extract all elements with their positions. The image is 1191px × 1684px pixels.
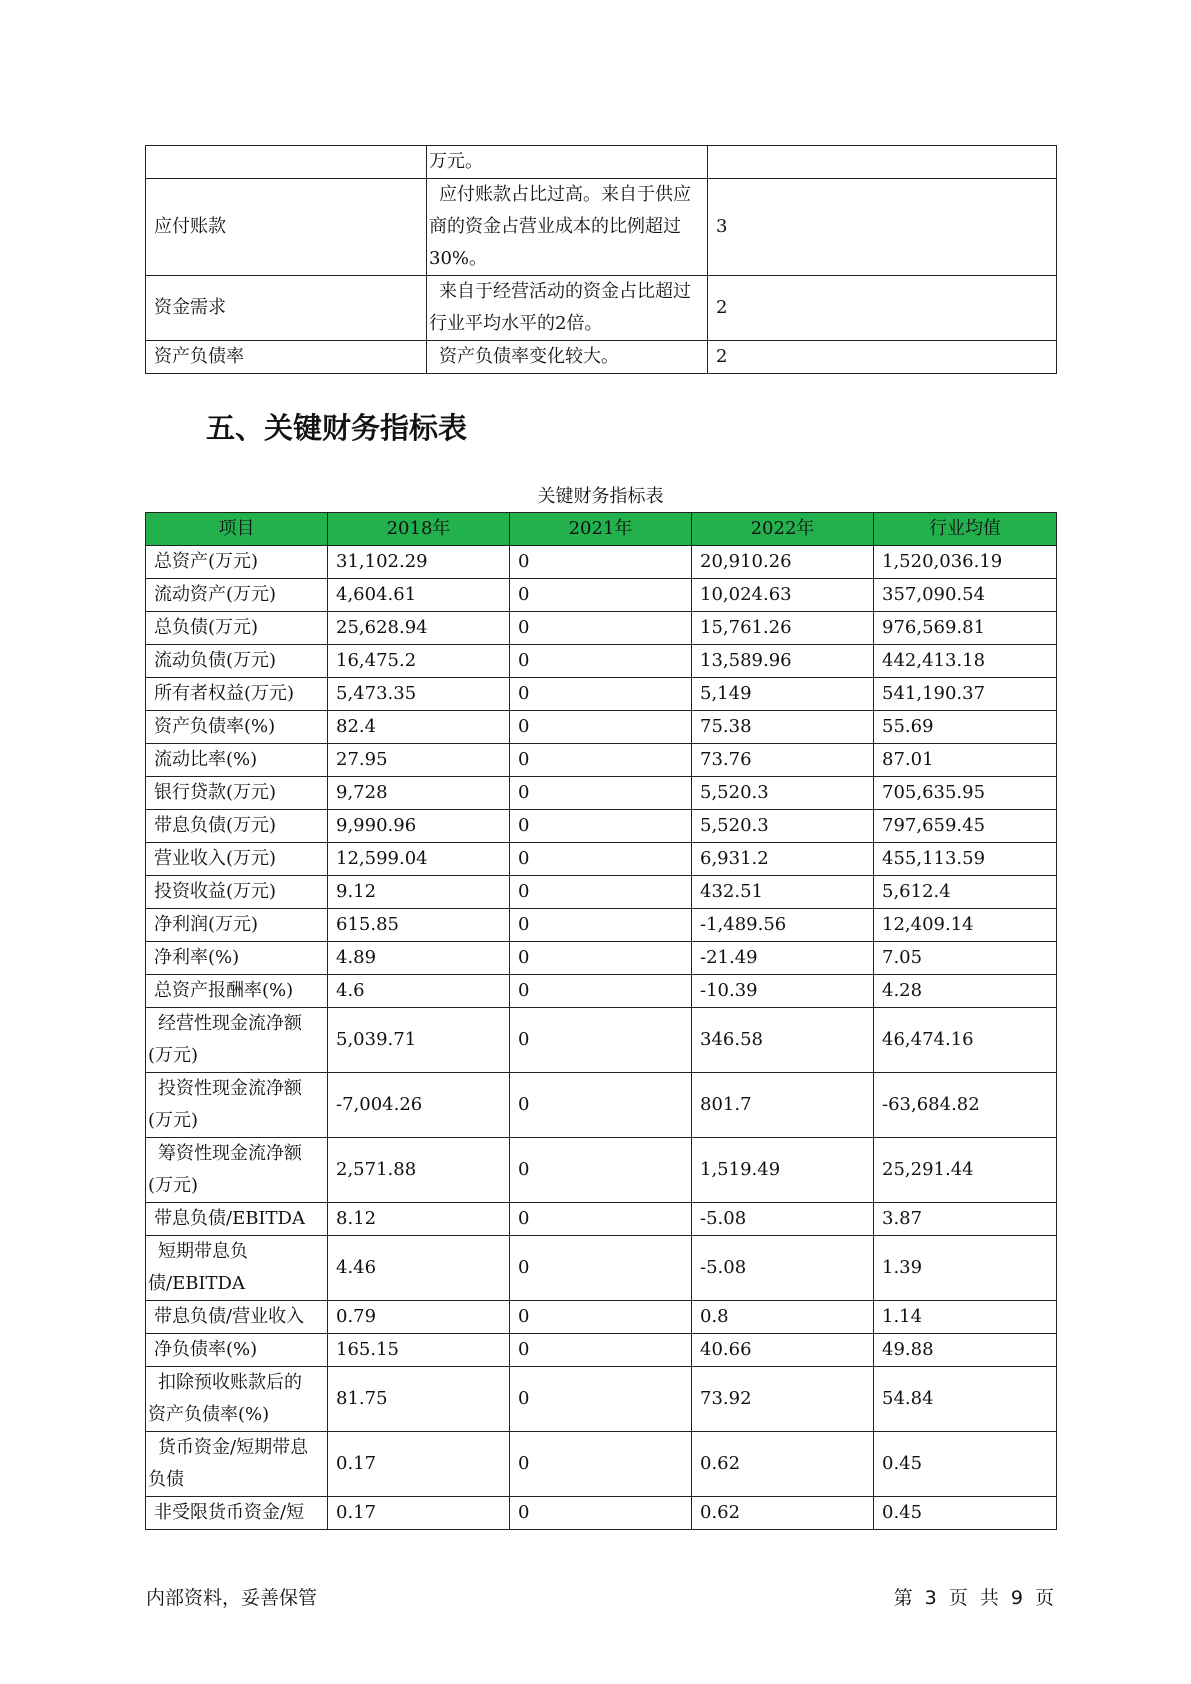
kpi-item: 银行贷款(万元)	[146, 777, 328, 810]
kpi-item: 货币资金/短期带息负债	[146, 1432, 328, 1497]
kpi-value-2021: 0	[510, 645, 692, 678]
kpi-value-2021: 0	[510, 1334, 692, 1367]
kpi-value-2022: 20,910.26	[692, 546, 874, 579]
kpi-value-2021: 0	[510, 1367, 692, 1432]
table-row	[146, 1138, 1057, 1203]
kpi-value-2021: 0	[510, 843, 692, 876]
kpi-value-2021: 0	[510, 1301, 692, 1334]
table-row	[146, 1073, 1057, 1138]
kpi-value-2022: 0.62	[692, 1497, 874, 1530]
kpi-item: 流动资产(万元)	[146, 579, 328, 612]
kpi-value-2021: 0	[510, 1203, 692, 1236]
kpi-value-2022: 15,761.26	[692, 612, 874, 645]
column-header-2018: 2018年	[328, 513, 510, 546]
table-row	[146, 843, 1057, 876]
kpi-table	[145, 512, 1057, 1530]
kpi-value-industry-avg: 0.45	[874, 1497, 1057, 1530]
kpi-value-2022: 75.38	[692, 711, 874, 744]
kpi-value-2022: 10,024.63	[692, 579, 874, 612]
kpi-value-2021: 0	[510, 777, 692, 810]
kpi-value-industry-avg: 49.88	[874, 1334, 1057, 1367]
kpi-item: 筹资性现金流净额(万元)	[146, 1138, 328, 1203]
kpi-value-2022: 1,519.49	[692, 1138, 874, 1203]
column-header-industry-avg: 行业均值	[874, 513, 1057, 546]
kpi-value-2021: 0	[510, 1073, 692, 1138]
kpi-value-2018: 27.95	[328, 744, 510, 777]
kpi-item: 带息负债/营业收入	[146, 1301, 328, 1334]
kpi-value-industry-avg: 4.28	[874, 975, 1057, 1008]
kpi-value-2018: 0.17	[328, 1432, 510, 1497]
table-row	[146, 810, 1057, 843]
table-row	[146, 1236, 1057, 1301]
risk-item	[146, 146, 427, 179]
kpi-item: 投资收益(万元)	[146, 876, 328, 909]
kpi-item: 总资产(万元)	[146, 546, 328, 579]
kpi-value-industry-avg: 12,409.14	[874, 909, 1057, 942]
kpi-value-industry-avg: 54.84	[874, 1367, 1057, 1432]
kpi-value-2022: 73.76	[692, 744, 874, 777]
kpi-value-2021: 0	[510, 909, 692, 942]
kpi-value-2021: 0	[510, 1236, 692, 1301]
kpi-value-2022: 6,931.2	[692, 843, 874, 876]
kpi-value-industry-avg: 5,612.4	[874, 876, 1057, 909]
kpi-value-2018: 4.46	[328, 1236, 510, 1301]
column-header-2021: 2021年	[510, 513, 692, 546]
kpi-value-2021: 0	[510, 975, 692, 1008]
kpi-value-2022: -21.49	[692, 942, 874, 975]
table-row	[146, 942, 1057, 975]
kpi-value-2022: 73.92	[692, 1367, 874, 1432]
kpi-item: 净利率(%)	[146, 942, 328, 975]
table-row	[146, 1367, 1057, 1432]
kpi-value-2018: 4.89	[328, 942, 510, 975]
table-caption: 关键财务指标表	[537, 486, 664, 507]
table-row	[146, 876, 1057, 909]
kpi-value-2021: 0	[510, 711, 692, 744]
kpi-value-2018: 81.75	[328, 1367, 510, 1432]
table-row	[146, 341, 1057, 374]
risk-score	[708, 146, 1057, 179]
table-row	[146, 645, 1057, 678]
kpi-value-2018: 25,628.94	[328, 612, 510, 645]
kpi-value-2022: 40.66	[692, 1334, 874, 1367]
kpi-value-2021: 0	[510, 810, 692, 843]
kpi-value-2022: 0.8	[692, 1301, 874, 1334]
kpi-item: 流动比率(%)	[146, 744, 328, 777]
kpi-value-2018: 5,473.35	[328, 678, 510, 711]
kpi-value-industry-avg: 46,474.16	[874, 1008, 1057, 1073]
kpi-item: 总负债(万元)	[146, 612, 328, 645]
kpi-item: 资产负债率(%)	[146, 711, 328, 744]
kpi-value-2018: 9,990.96	[328, 810, 510, 843]
kpi-value-industry-avg: 0.45	[874, 1432, 1057, 1497]
kpi-value-industry-avg: 1,520,036.19	[874, 546, 1057, 579]
kpi-value-2018: 5,039.71	[328, 1008, 510, 1073]
kpi-value-2021: 0	[510, 1008, 692, 1073]
kpi-value-2018: 0.79	[328, 1301, 510, 1334]
kpi-value-2022: 5,520.3	[692, 810, 874, 843]
risk-score: 2	[708, 276, 1057, 341]
footer-confidential-note: 内部资料，妥善保管	[146, 1587, 318, 1609]
kpi-value-2018: 2,571.88	[328, 1138, 510, 1203]
kpi-value-industry-avg: 55.69	[874, 711, 1057, 744]
risk-description: 应付账款占比过高。来自于供应商的资金占营业成本的比例超过30%。	[427, 179, 708, 276]
kpi-value-industry-avg: -63,684.82	[874, 1073, 1057, 1138]
kpi-value-2021: 0	[510, 546, 692, 579]
table-row	[146, 612, 1057, 645]
kpi-item: 净负债率(%)	[146, 1334, 328, 1367]
table-row	[146, 711, 1057, 744]
kpi-value-industry-avg: 442,413.18	[874, 645, 1057, 678]
kpi-value-industry-avg: 7.05	[874, 942, 1057, 975]
kpi-value-industry-avg: 455,113.59	[874, 843, 1057, 876]
kpi-value-2018: 4.6	[328, 975, 510, 1008]
kpi-value-industry-avg: 357,090.54	[874, 579, 1057, 612]
table-row	[146, 744, 1057, 777]
kpi-value-2021: 0	[510, 612, 692, 645]
table-row	[146, 777, 1057, 810]
kpi-value-2018: 12,599.04	[328, 843, 510, 876]
kpi-item: 短期带息负债/EBITDA	[146, 1236, 328, 1301]
kpi-item: 扣除预收账款后的资产负债率(%)	[146, 1367, 328, 1432]
kpi-item: 所有者权益(万元)	[146, 678, 328, 711]
kpi-item: 营业收入(万元)	[146, 843, 328, 876]
kpi-item: 总资产报酬率(%)	[146, 975, 328, 1008]
kpi-item: 流动负债(万元)	[146, 645, 328, 678]
kpi-value-industry-avg: 705,635.95	[874, 777, 1057, 810]
kpi-item: 带息负债/EBITDA	[146, 1203, 328, 1236]
kpi-value-2018: 8.12	[328, 1203, 510, 1236]
kpi-value-2021: 0	[510, 942, 692, 975]
kpi-value-2018: -7,004.26	[328, 1073, 510, 1138]
risk-item: 应付账款	[146, 179, 427, 276]
kpi-item: 非受限货币资金/短	[146, 1497, 328, 1530]
risk-description: 资产负债率变化较大。	[427, 341, 708, 374]
kpi-item: 经营性现金流净额(万元)	[146, 1008, 328, 1073]
kpi-value-2018: 0.17	[328, 1497, 510, 1530]
table-row	[146, 1301, 1057, 1334]
table-row	[146, 1008, 1057, 1073]
table-row	[146, 975, 1057, 1008]
table-row	[146, 1203, 1057, 1236]
table-row	[146, 909, 1057, 942]
kpi-value-industry-avg: 87.01	[874, 744, 1057, 777]
column-header-2022: 2022年	[692, 513, 874, 546]
kpi-value-2018: 9.12	[328, 876, 510, 909]
table-row	[146, 276, 1057, 341]
kpi-value-2018: 31,102.29	[328, 546, 510, 579]
table-row	[146, 1334, 1057, 1367]
kpi-value-2022: 801.7	[692, 1073, 874, 1138]
kpi-value-2018: 82.4	[328, 711, 510, 744]
kpi-value-2022: -5.08	[692, 1203, 874, 1236]
table-row	[146, 678, 1057, 711]
risk-item: 资产负债率	[146, 341, 427, 374]
kpi-value-2022: -5.08	[692, 1236, 874, 1301]
kpi-value-2022: 5,149	[692, 678, 874, 711]
kpi-value-2018: 9,728	[328, 777, 510, 810]
kpi-value-2021: 0	[510, 1138, 692, 1203]
kpi-header-row	[146, 513, 1057, 546]
kpi-value-2021: 0	[510, 1432, 692, 1497]
kpi-item: 带息负债(万元)	[146, 810, 328, 843]
kpi-value-industry-avg: 1.39	[874, 1236, 1057, 1301]
kpi-value-2022: 0.62	[692, 1432, 874, 1497]
table-row	[146, 546, 1057, 579]
kpi-value-2018: 4,604.61	[328, 579, 510, 612]
kpi-value-2021: 0	[510, 1497, 692, 1530]
table-row	[146, 1432, 1057, 1497]
risk-description: 来自于经营活动的资金占比超过行业平均水平的2倍。	[427, 276, 708, 341]
kpi-value-2021: 0	[510, 876, 692, 909]
risk-item: 资金需求	[146, 276, 427, 341]
kpi-value-industry-avg: 1.14	[874, 1301, 1057, 1334]
kpi-value-2018: 165.15	[328, 1334, 510, 1367]
kpi-value-2022: -1,489.56	[692, 909, 874, 942]
kpi-item: 净利润(万元)	[146, 909, 328, 942]
footer-page-number: 第 3 页 共 9 页	[893, 1587, 1054, 1609]
section-heading: 五、关键财务指标表	[206, 411, 468, 445]
kpi-value-2022: 5,520.3	[692, 777, 874, 810]
kpi-value-2022: 13,589.96	[692, 645, 874, 678]
risk-table	[145, 145, 1057, 374]
kpi-value-2022: -10.39	[692, 975, 874, 1008]
kpi-value-2018: 16,475.2	[328, 645, 510, 678]
kpi-value-industry-avg: 976,569.81	[874, 612, 1057, 645]
risk-score: 3	[708, 179, 1057, 276]
kpi-value-industry-avg: 797,659.45	[874, 810, 1057, 843]
risk-description: 万元。	[427, 146, 708, 179]
kpi-value-industry-avg: 3.87	[874, 1203, 1057, 1236]
kpi-value-2021: 0	[510, 744, 692, 777]
kpi-value-2022: 346.58	[692, 1008, 874, 1073]
kpi-value-2022: 432.51	[692, 876, 874, 909]
risk-score: 2	[708, 341, 1057, 374]
kpi-value-industry-avg: 25,291.44	[874, 1138, 1057, 1203]
table-row	[146, 1497, 1057, 1530]
column-header-item: 项目	[146, 513, 328, 546]
kpi-value-2018: 615.85	[328, 909, 510, 942]
kpi-value-2021: 0	[510, 678, 692, 711]
kpi-value-2021: 0	[510, 579, 692, 612]
table-row	[146, 179, 1057, 276]
kpi-value-industry-avg: 541,190.37	[874, 678, 1057, 711]
table-row	[146, 146, 1057, 179]
table-row	[146, 579, 1057, 612]
kpi-item: 投资性现金流净额(万元)	[146, 1073, 328, 1138]
